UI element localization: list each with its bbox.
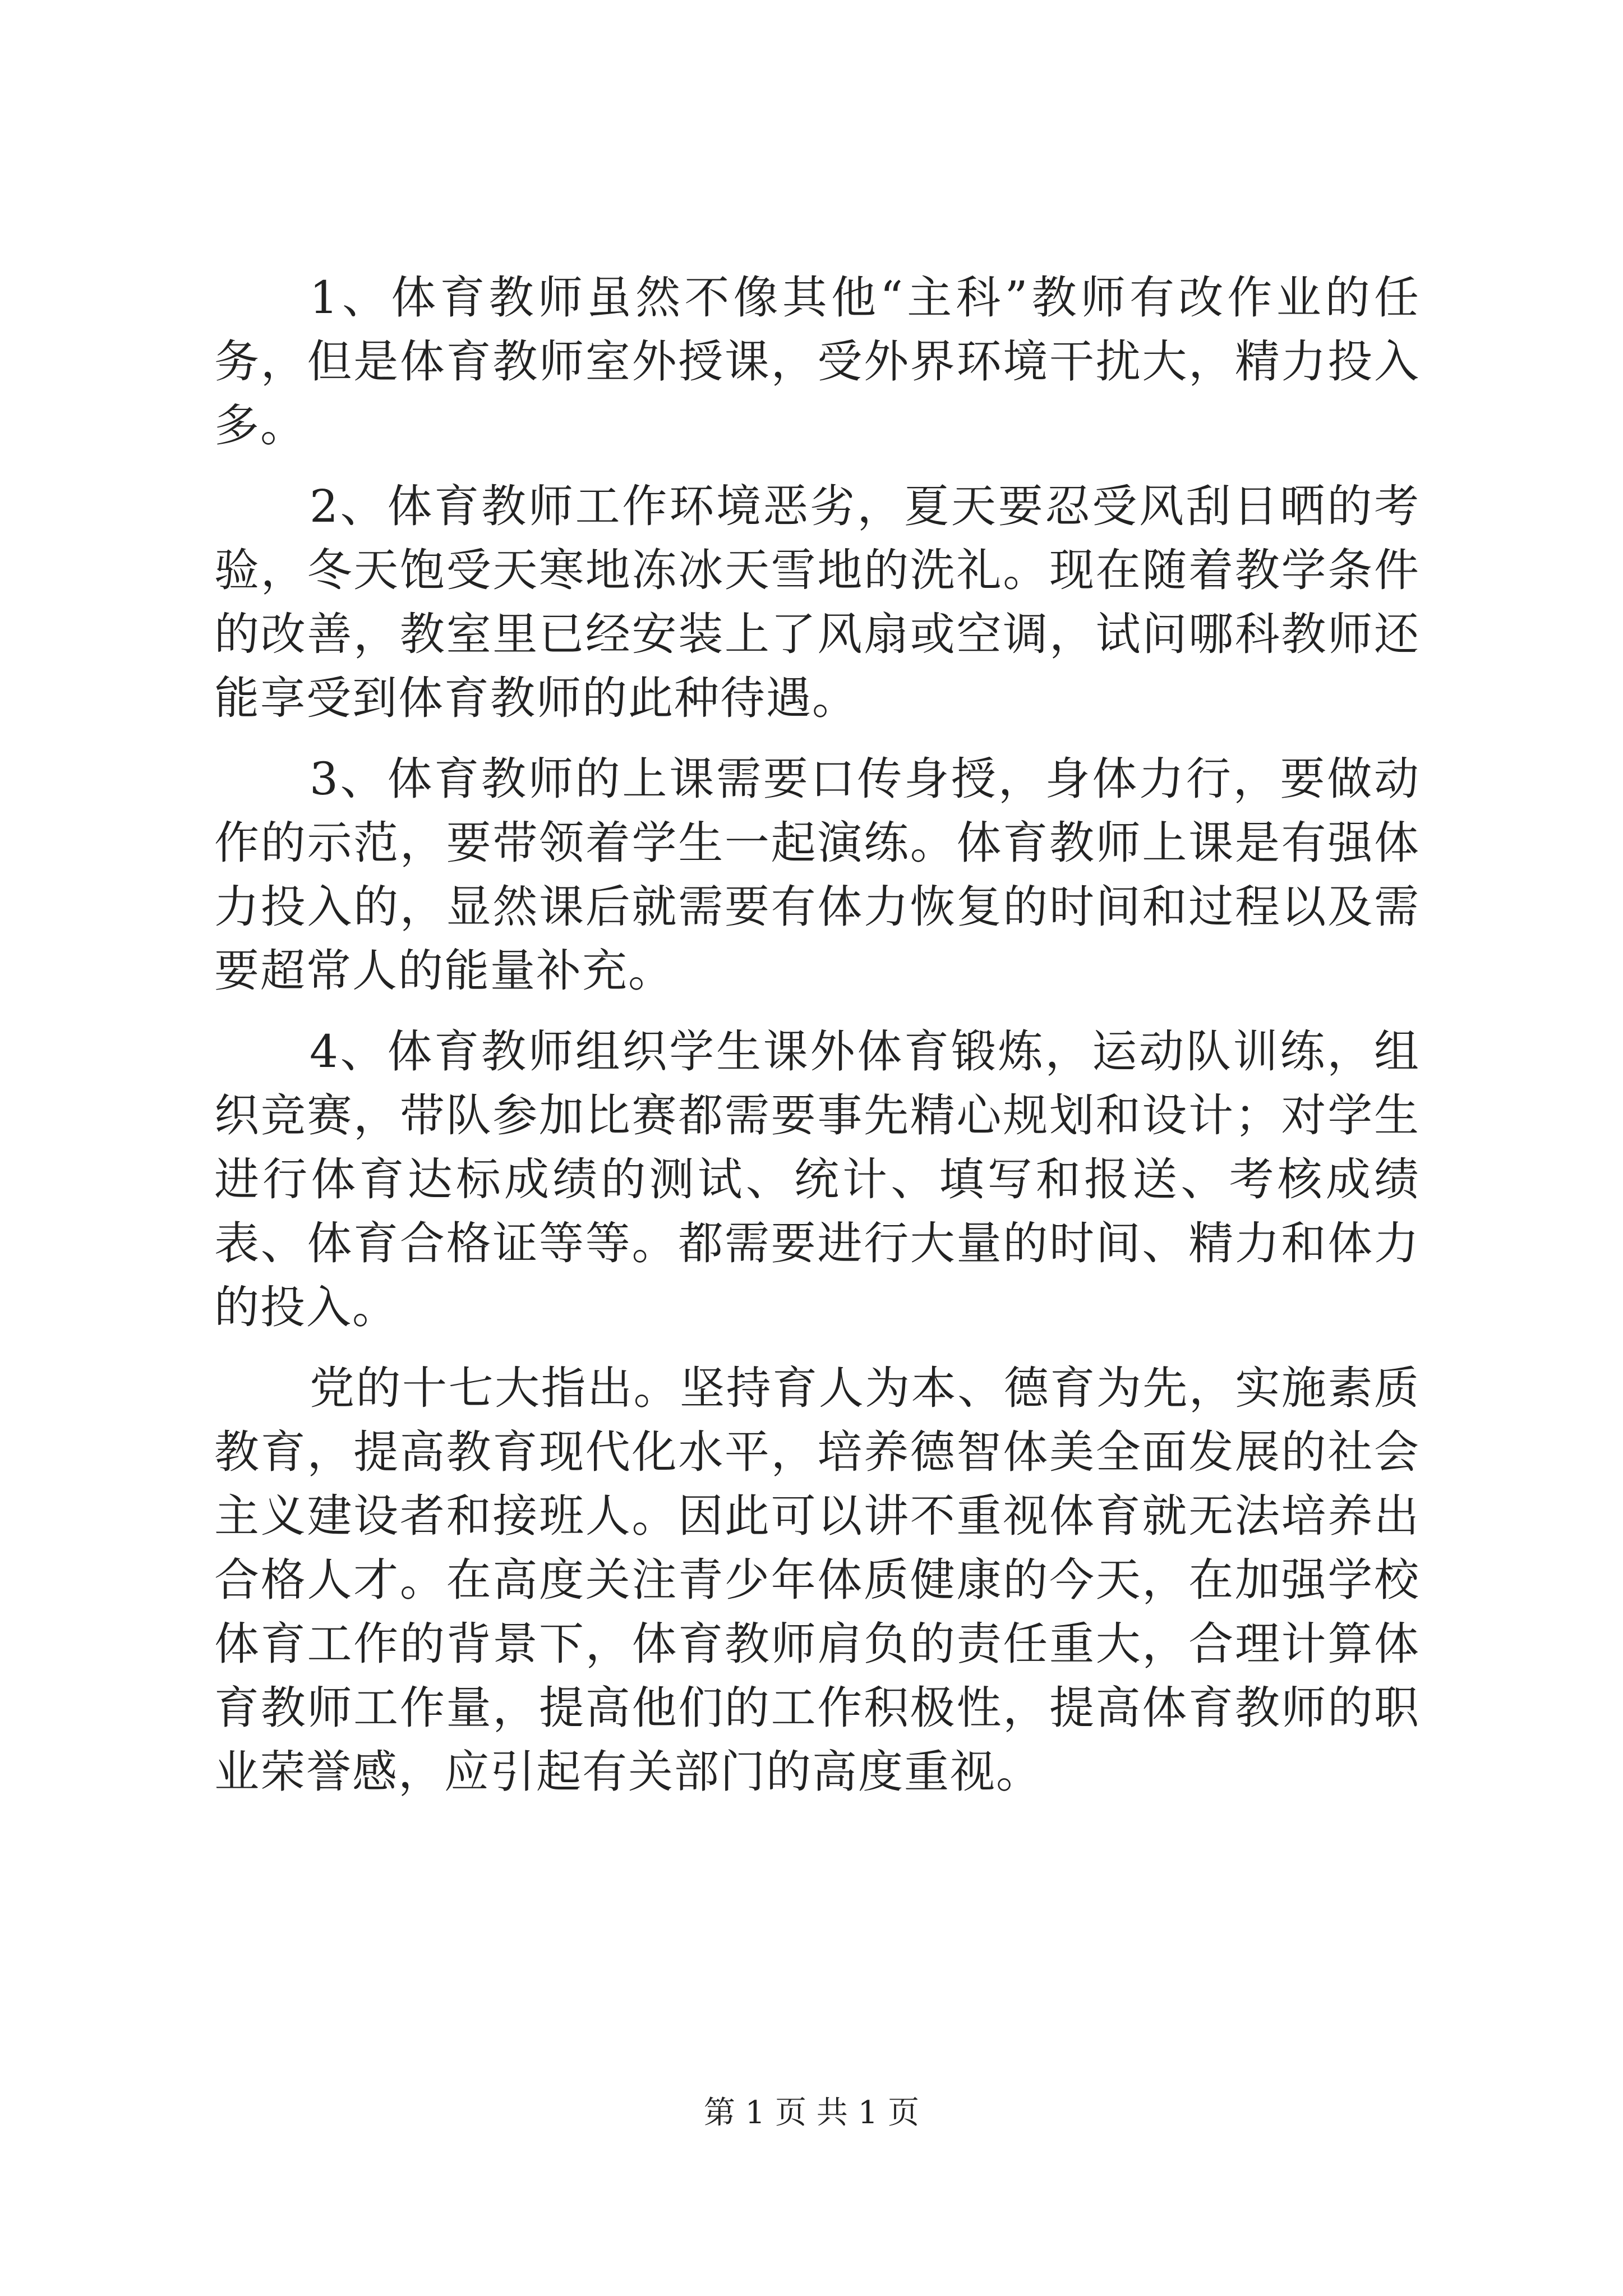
document-body	[214, 266, 1420, 1821]
paragraph-3: 3、体育教师的上课需要口传身授，身体力行，要做动作的示范，要带领着学生一起演练。体育教师上课是有强体力投入的，显然课后就需要有体力恢复的时间和过程以及需要超常人的能量补充。	[214, 753, 1420, 997]
paragraph-5: 党的十七大指出。坚持育人为本、德育为先，实施素质教育，提高教育现代化水平，培养德智体美全面发展的社会主义建设者和接班人。因此可以讲不重视体育就无法培养出合格人才。在高度关注青少年体质健康的今天，在加强学校体育工作的背景下，体育教师肩负的责任重大，合理计算体育教师工作量，提高他们的工作积极性，提高体育教师的职业荣誉感，应引起有关部门的高度重视。	[214, 1362, 1420, 1798]
paragraph-1: 1、体育教师虽然不像其他“主科”教师有改作业的任务，但是体育教师室外授课，受外界环境干扰大，精力投入多。	[214, 272, 1420, 452]
paragraph-4: 4、体育教师组织学生课外体育锻炼，运动队训练，组织竞赛，带队参加比赛都需要事先精心规划和设计；对学生进行体育达标成绩的测试、统计、填写和报送、考核成绩表、体育合格证等等。都需要进行大量的时间、精力和体力的投入。	[214, 1025, 1420, 1333]
page-footer: 第 1 页 共 1 页	[703, 2095, 920, 2131]
paragraph-2: 2、体育教师工作环境恶劣，夏天要忍受风刮日晒的考验，冬天饱受天寒地冻冰天雪地的洗礼。现在随着教学条件的改善，教室里已经安装上了风扇或空调，试问哪科教师还能享受到体育教师的此种待遇。	[214, 480, 1420, 724]
